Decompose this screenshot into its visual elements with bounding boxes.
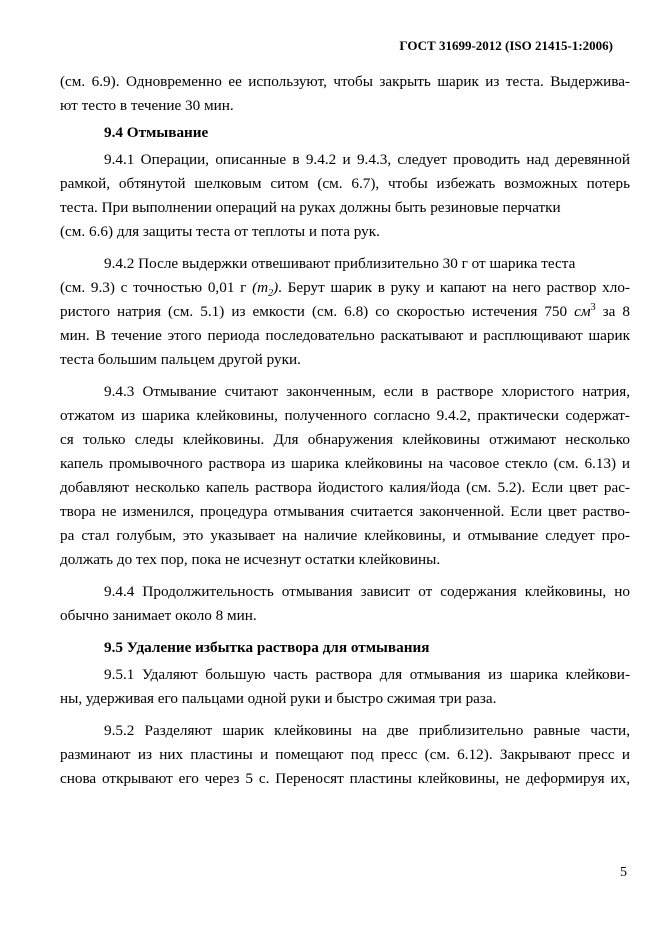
document-header: ГОСТ 31699-2012 (ISO 21415-1:2006) [399, 38, 613, 53]
text-line: ра стал голубым, это указывает на наличие клейковины, и отмывание следует про- [60, 527, 630, 544]
text-line: 9.5.1 Удаляют большую часть раствора для отмывания из шарика клейкови- [104, 666, 630, 683]
paragraph [60, 70, 630, 118]
paragraph [60, 663, 630, 711]
text-line: ны, удерживая его пальцами одной руки и быстро сжимая три раза. [60, 690, 497, 707]
text-line: капель промывочного раствора из шарика клейковины на часовое стекло (см. 6.13) и [60, 455, 630, 472]
text-line: твора не изменился, процедура отмывания считается законченной. Если цвет раство- [60, 503, 630, 520]
section-heading: 9.4 Отмывание [104, 124, 209, 141]
paragraph [60, 148, 630, 244]
text-line: 9.4.4 Продолжительность отмывания зависит от содержания клейковины, но [104, 583, 630, 600]
document-body [60, 70, 630, 791]
text-line: теста. При выполнении операций на руках должны быть резиновые перчатки [60, 199, 561, 216]
text-line: должать до тех пор, пока не исчезнут остатки клейковины. [60, 551, 441, 568]
text-line: добавляют несколько капель раствора йодистого калия/йода (см. 5.2). Если цвет рас- [60, 479, 630, 496]
paragraph [60, 580, 630, 628]
text-line: (см. 9.3) с точностью 0,01 г $(m_2)$. Берут шарик в руку и капают на него раствор хло- [60, 279, 630, 300]
text-line: 9.4.1 Операции, описанные в 9.4.2 и 9.4.3, следует проводить над деревянной [104, 151, 630, 168]
text-line: (см. 6.9). Одновременно ее используют, чтобы закрыть шарик из теста. Выдержива- [60, 73, 630, 90]
text-line: снова открывают его через 5 с. Переносят пластины клейковины, не деформируя их, [60, 770, 630, 787]
section-heading: 9.5 Удаление избытка раствора для отмывания [104, 639, 430, 656]
text-line: 9.4.2 После выдержки отвешивают приблизительно 30 г от шарика теста [104, 255, 576, 272]
text-line: ся только следы клейковины. Для обнаружения клейковины отжимают несколько [60, 431, 630, 448]
text-line: разминают из них пластины и помещают под пресс (см. 6.12). Закрывают пресс и [60, 746, 630, 763]
text-line: отжатом из шарика клейковины, полученного согласно 9.4.2, практически содержат- [60, 407, 630, 424]
text-line: ристого натрия (см. 5.1) из емкости (см. 6.8) со скоростью истечения 750 $см^3$ за 8 [60, 301, 630, 320]
text-line: (см. 6.6) для защиты теста от теплоты и пота рук. [60, 223, 380, 240]
paragraph [60, 252, 630, 372]
text-line: теста большим пальцем другой руки. [60, 351, 301, 368]
page-number: 5 [620, 865, 627, 880]
text-line: рамкой, обтянутой шелковым ситом (см. 6.7), чтобы избежать возможных потерь [60, 175, 630, 192]
text-line: 9.4.3 Отмывание считают законченным, если в растворе хлористого натрия, [104, 383, 630, 400]
text-line: обычно занимает около 8 мин. [60, 607, 257, 624]
text-line: мин. В течение этого периода последовательно раскатывают и расплющивают шарик [60, 327, 630, 344]
paragraph [60, 380, 630, 572]
paragraph [60, 719, 630, 791]
text-line: ют тесто в течение 30 мин. [60, 97, 234, 114]
text-line: 9.5.2 Разделяют шарик клейковины на две приблизительно равные части, [104, 722, 630, 739]
